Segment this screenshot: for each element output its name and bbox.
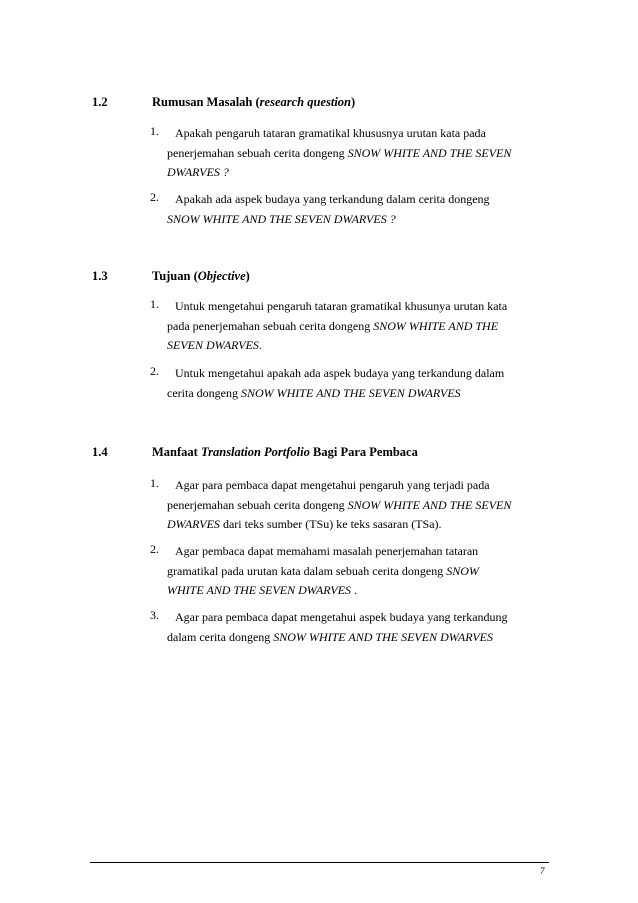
- section-number: 1.3: [92, 269, 108, 283]
- item-text: Apakah pengaruh tataran gramatikal khususnya urutan kata pada penerjemahan sebuah cerita dongeng SNOW WHITE AND THE SEVEN DWARVES ?: [167, 126, 512, 179]
- section-title: Rumusan Masalah (research question): [152, 95, 356, 109]
- item-number: 3.: [150, 608, 159, 622]
- item-number: 1.: [150, 476, 159, 490]
- item-text: Untuk mengetahui pengaruh tataran gramatikal khusunya urutan kata pada penerjemahan sebuah cerita dongeng SNOW WHITE AND THE SEVEN DWARVES.: [167, 299, 508, 352]
- item-number: 1.: [150, 124, 159, 138]
- item-text: Apakah ada aspek budaya yang terkandung dalam cerita dongeng SNOW WHITE AND THE SEVEN DWARVES ?: [167, 192, 490, 226]
- section-title: Manfaat Translation Portfolio Bagi Para Pembaca: [152, 445, 418, 459]
- section-number: 1.2: [92, 95, 108, 109]
- item-text: Agar para pembaca dapat mengetahui pengaruh yang terjadi pada penerjemahan sebuah cerita dongeng SNOW WHITE AND THE SEVEN DWARVES dari teks sumber (TSu) ke teks sasaran (TSa).: [167, 478, 512, 531]
- section-number: 1.4: [92, 445, 108, 459]
- item-number: 2.: [150, 542, 159, 556]
- item-text: Agar para pembaca dapat mengetahui aspek budaya yang terkandung dalam cerita dongeng SNOW WHITE AND THE SEVEN DWARVES: [167, 610, 508, 644]
- item-text: Agar pembaca dapat memahami masalah penerjemahan tataran gramatikal pada urutan kata dalam sebuah cerita dongeng SNOW WHITE AND THE SEVEN DWARVES .: [167, 544, 479, 597]
- item-text: Untuk mengetahui apakah ada aspek budaya yang terkandung dalam cerita dongeng SNOW WHITE AND THE SEVEN DWARVES: [167, 366, 505, 400]
- item-number: 2.: [150, 364, 159, 378]
- page-number: 7: [540, 866, 545, 876]
- footer-divider: [90, 862, 549, 863]
- item-number: 2.: [150, 190, 159, 204]
- section-title: Tujuan (Objective): [152, 269, 250, 283]
- item-number: 1.: [150, 297, 159, 311]
